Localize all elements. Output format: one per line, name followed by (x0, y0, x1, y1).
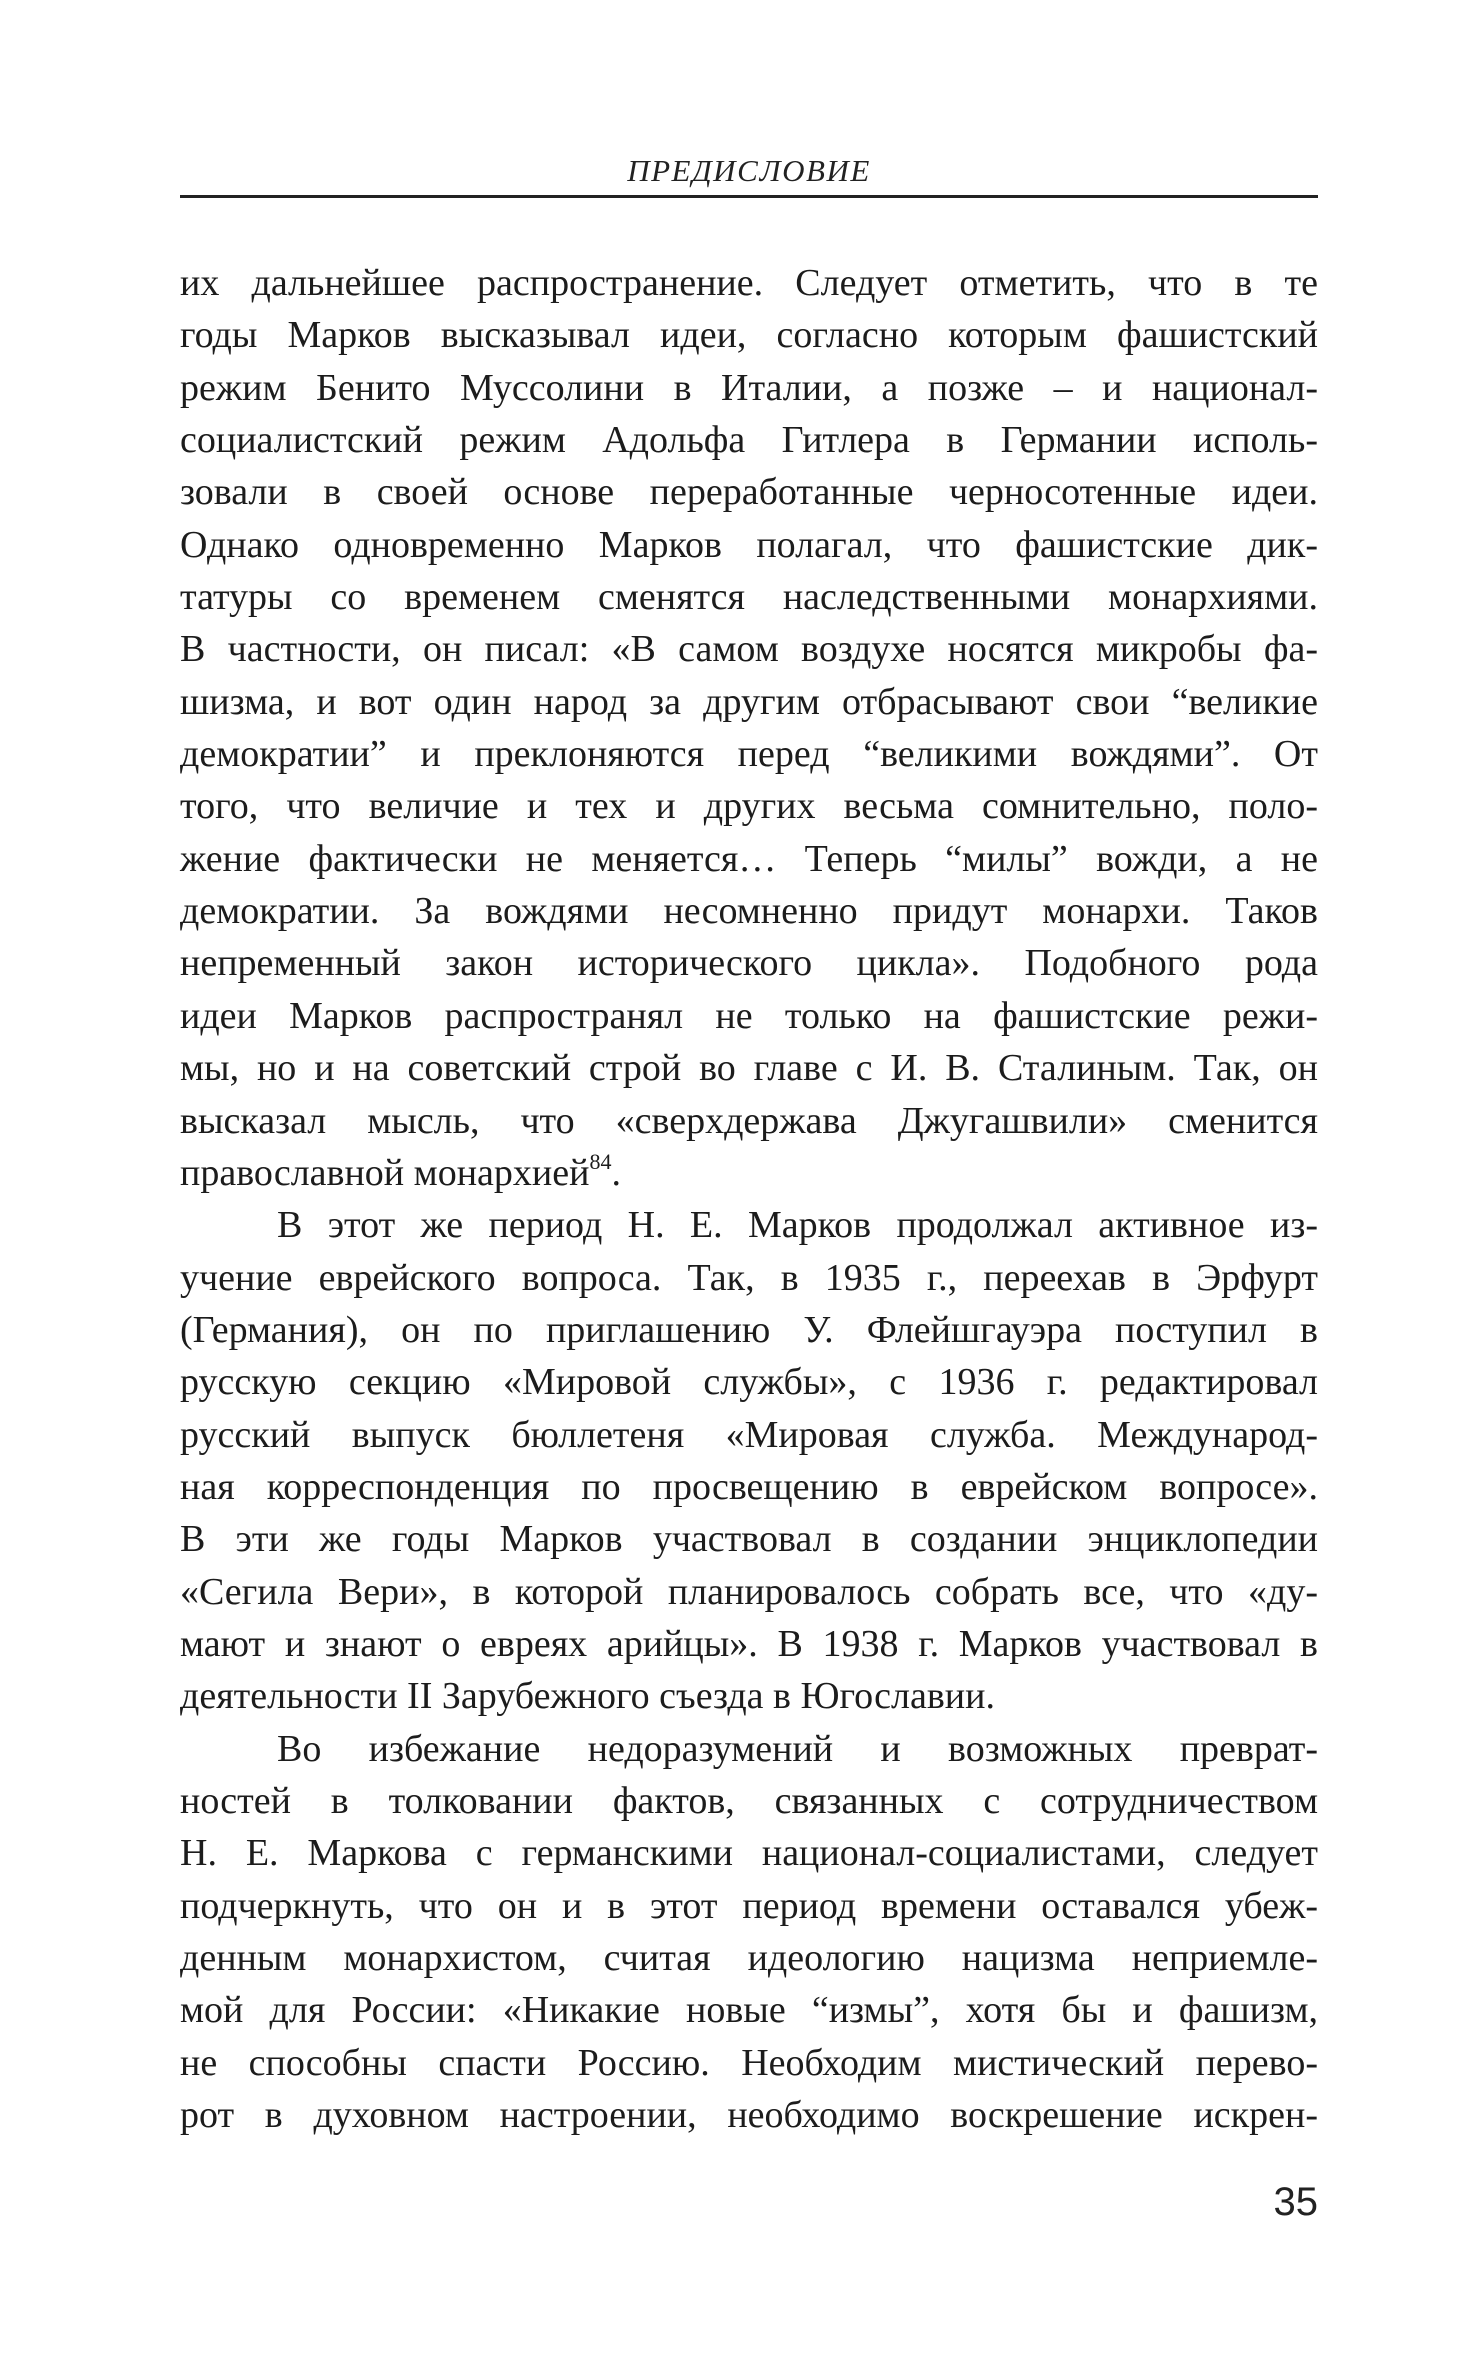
text-line: мы, но и на советский строй во главе с И. В. Сталиным. Так, он (180, 1047, 1318, 1090)
line-text: православной монархией (180, 1151, 590, 1194)
text-line: (Германия), он по приглашению У. Флейшгауэра поступил в (180, 1308, 1318, 1351)
text-line: годы Марков высказывал идеи, согласно которым фашистский (180, 314, 1318, 357)
paragraph-2 (180, 1199, 1318, 1722)
text-line: Н. Е. Маркова с германскими национал-социалистами, следует (180, 1832, 1318, 1875)
text-line: В этот же период Н. Е. Марков продолжал активное из- (277, 1204, 1318, 1247)
page-number: 35 (1273, 2180, 1318, 2224)
footnote-ref: 84 (589, 1149, 612, 1175)
text-line: мой для России: «Никакие новые “измы”, хотя бы и фашизм, (180, 1989, 1318, 2032)
text-line: Однако одновременно Марков полагал, что фашистские дик- (180, 523, 1318, 566)
text-line: жение фактически не меняется… Теперь “милы” вожди, а не (180, 837, 1318, 880)
text-line: русский выпуск бюллетеня «Мировая служба. Международ- (180, 1413, 1318, 1456)
text-line: рот в духовном настроении, необходимо воскрешение искрен- (180, 2094, 1318, 2137)
text-line: того, что величие и тех и других весьма сомнительно, поло- (180, 785, 1318, 828)
text-line: ностей в толковании фактов, связанных с сотрудничеством (180, 1779, 1318, 1822)
paragraph-1 (180, 257, 1318, 1199)
text-line: ная корреспонденция по просвещению в еврейском вопросе». (180, 1465, 1318, 1508)
text-line: подчеркнуть, что он и в этот период времени оставался убеж- (180, 1884, 1318, 1927)
text-line: «Сегила Вери», в которой планировалось собрать все, что «ду- (180, 1570, 1318, 1613)
header-rule (180, 195, 1318, 198)
text-line: их дальнейшее распространение. Следует отметить, что в те (180, 262, 1318, 304)
text-line: режим Бенито Муссолини в Италии, а позже – и национал- (180, 366, 1318, 409)
text-line-last: деятельности II Зарубежного съезда в Югославии. (180, 1675, 995, 1718)
line-text-tail: . (611, 1151, 621, 1194)
text-line: татуры со временем сменятся наследственными монархиями. (180, 576, 1318, 619)
text-line: непременный закон исторического цикла». Подобного рода (180, 942, 1318, 985)
text-line: шизма, и вот один народ за другим отбрасывают свои “великие (180, 680, 1318, 723)
text-line: социалистский режим Адольфа Гитлера в Германии исполь- (180, 419, 1318, 462)
text-line: не способны спасти Россию. Необходим мистический перево- (180, 2041, 1318, 2084)
text-line-last (180, 1147, 1318, 1199)
running-head: ПРЕДИСЛОВИЕ (627, 153, 871, 188)
text-line: мают и знают о евреях арийцы». В 1938 г. Марков участвовал в (180, 1622, 1318, 1665)
text-line: учение еврейского вопроса. Так, в 1935 г., переехав в Эрфурт (180, 1256, 1318, 1299)
text-line: В эти же годы Марков участвовал в создании энциклопедии (180, 1518, 1318, 1561)
text-line: денным монархистом, считая идеологию нацизма неприемле- (180, 1937, 1318, 1979)
text-line: высказал мысль, что «сверхдержава Джугашвили» сменится (180, 1099, 1318, 1142)
text-line: В частности, он писал: «В самом воздухе носятся микробы фа- (180, 628, 1318, 671)
paragraph-3 (180, 1723, 1318, 2142)
text-line: демократии” и преклоняются перед “великими вождями”. От (180, 733, 1318, 776)
text-line: русскую секцию «Мировой службы», с 1936 г. редактировал (180, 1361, 1318, 1404)
text-line: зовали в своей основе переработанные черносотенные идеи. (180, 471, 1318, 514)
text-line: демократии. За вождями несомненно придут монархи. Таков (180, 890, 1318, 933)
text-line: идеи Марков распространял не только на фашистские режи- (180, 994, 1318, 1037)
body-text (180, 257, 1318, 2141)
text-line: Во избежание недоразумений и возможных преврат- (277, 1727, 1318, 1770)
